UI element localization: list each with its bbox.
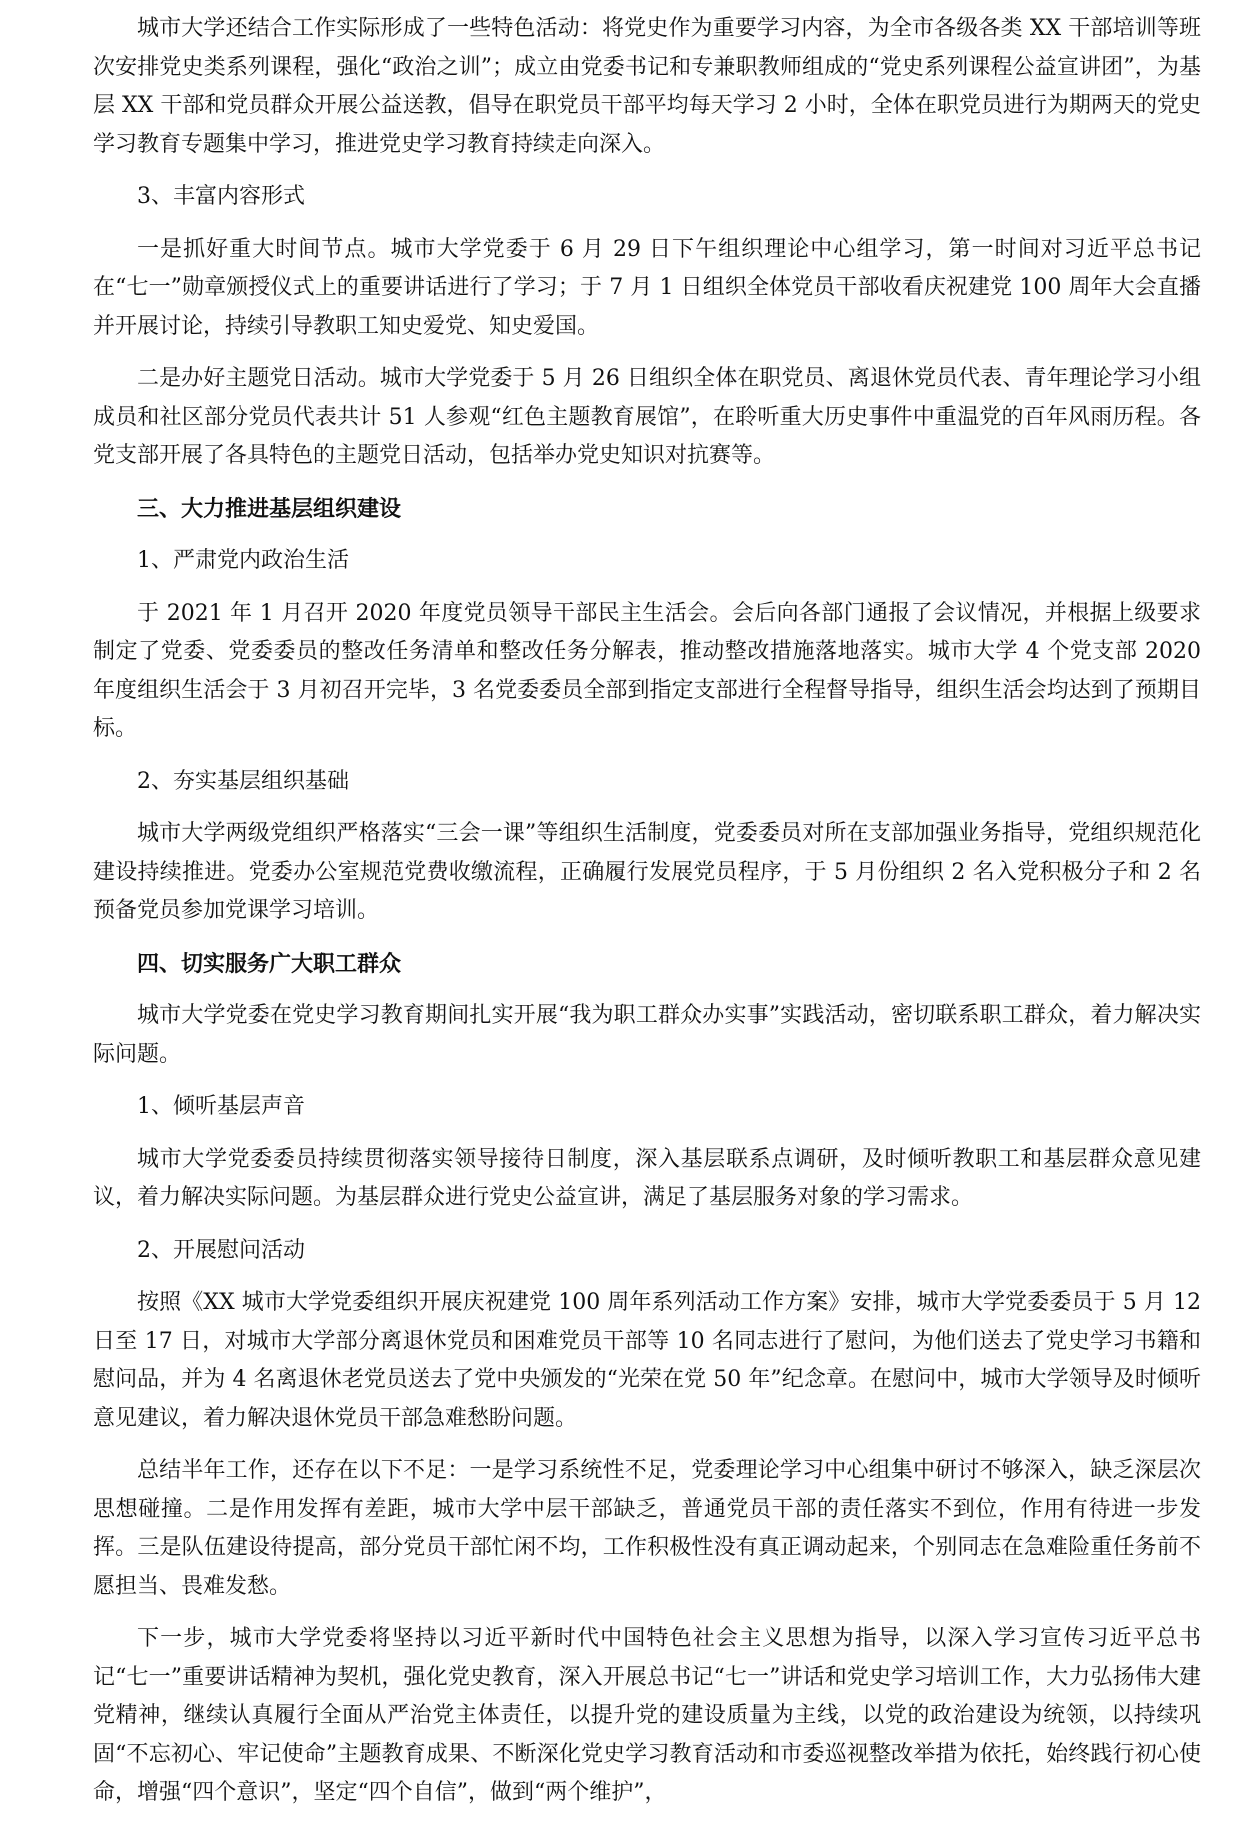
- paragraph-organization-system: 城市大学两级党组织严格落实“三会一课”等组织生活制度，党委委员对所在支部加强业务指导，党组织规范化建设持续推进。党委办公室规范党费收缴流程，正确履行发展党员程序，于 5 月份组织 2 名入党积极分子和 2 名预备党员参加党课学习培训。: [93, 821, 1201, 923]
- paragraph-special-activities: 城市大学还结合工作实际形成了一些特色活动：将党史作为重要学习内容，为全市各级各类 XX 干部培训等班次安排党史类系列课程，强化“政治之训”；成立由党委书记和专兼职教师组成的“党史系列课程公益宣讲团”，为基层 XX 干部和党员群众开展公益送教，倡导在职党员干部平均每天学习 2 小时，全体在职党员进行为期两天的党史学习教育专题集中学习，推进党史学习教育持续走向深入。: [93, 16, 1201, 157]
- paragraph-condolence-visits: 按照《XX 城市大学党委组织开展庆祝建党 100 周年系列活动工作方案》安排，城市大学党委委员于 5 月 12 日至 17 日，对城市大学部分离退休党员和困难党员干部等 10 名同志进行了慰问，为他们送去了党史学习书籍和慰问品，并为 4 名离退休老党员送去了党中央颁发的“光荣在党 50 年”纪念章。在慰问中，城市大学领导及时倾听意见建议，着力解决退休党员干部急难愁盼问题。: [93, 1290, 1201, 1431]
- paragraph-reception-day: 城市大学党委委员持续贯彻落实领导接待日制度，深入基层联系点调研，及时倾听教职工和基层群众意见建议，着力解决实际问题。为基层群众进行党史公益宣讲，满足了基层服务对象的学习需求。: [93, 1146, 1201, 1210]
- paragraph-shortcomings: 总结半年工作，还存在以下不足：一是学习系统性不足，党委理论学习中心组集中研讨不够深入，缺乏深层次思想碰撞。二是作用发挥有差距，城市大学中层干部缺乏，普通党员干部的责任落实不到位，作用有待进一步发挥。三是队伍建设待提高，部分党员干部忙闲不均，工作积极性没有真正调动起来，个别同志在急难险重任务前不愿担当、畏难发愁。: [93, 1458, 1201, 1599]
- paragraph-key-dates: 一是抓好重大时间节点。城市大学党委于 6 月 29 日下午组织理论中心组学习，第一时间对习近平总书记在“七一”勋章颁授仪式上的重要讲话进行了学习；于 7 月 1 日组织全体党员干部收看庆祝建党 100 周年大会直播并开展讨论，持续引导教职工知史爱党、知史爱国。: [93, 236, 1201, 339]
- document-page: [93, 10, 1201, 1827]
- paragraph-democratic-life-meeting: 于 2021 年 1 月召开 2020 年度党员领导干部民主生活会。会后向各部门通报了会议情况，并根据上级要求制定了党委、党委委员的整改任务清单和整改任务分解表，推动整改措施落地落实。城市大学 4 个党支部 2020 年度组织生活会于 3 月初召开完毕，3 名党委委员全部到指定支部进行全程督导指导，组织生活会均达到了预期目标。: [93, 600, 1201, 741]
- paragraph-practice-activity: 城市大学党委在党史学习教育期间扎实开展“我为职工群众办实事”实践活动，密切联系职工群众，着力解决实际问题。: [93, 1003, 1201, 1067]
- paragraph-party-day: 二是办好主题党日活动。城市大学党委于 5 月 26 日组织全体在职党员、离退休党员代表、青年理论学习小组成员和社区部分党员代表共计 51 人参观“红色主题教育展馆”，在聆听重大历史事件中重温党的百年风雨历程。各党支部开展了各具特色的主题党日活动，包括举办党史知识对抗赛等。: [93, 366, 1201, 468]
- subheading-listen-voices: 1、倾听基层声音: [137, 1094, 305, 1119]
- subheading-enrich-content: 3、丰富内容形式: [137, 184, 305, 209]
- subheading-political-life: 1、严肃党内政治生活: [137, 548, 349, 573]
- subheading-organization-foundation: 2、夯实基层组织基础: [137, 768, 349, 794]
- section-title-serve-staff: 四、切实服务广大职工群众: [137, 950, 402, 977]
- subheading-condolence-activities: 2、开展慰问活动: [137, 1237, 305, 1263]
- section-title-grassroots-organization: 三、大力推进基层组织建设: [137, 495, 402, 522]
- paragraph-next-steps: 下一步，城市大学党委将坚持以习近平新时代中国特色社会主义思想为指导，以深入学习宣传习近平总书记“七一”重要讲话精神为契机，强化党史教育，深入开展总书记“七一”讲话和党史学习培训工作，大力弘扬伟大建党精神，继续认真履行全面从严治党主体责任，以提升党的建设质量为主线，以党的政治建设为统领，以持续巩固“不忘初心、牢记使命”主题教育成果、不断深化党史学习教育活动和市委巡视整改举措为依托，始终践行初心使命，增强“四个意识”，坚定“四个自信”，做到“两个维护”，: [93, 1626, 1201, 1805]
